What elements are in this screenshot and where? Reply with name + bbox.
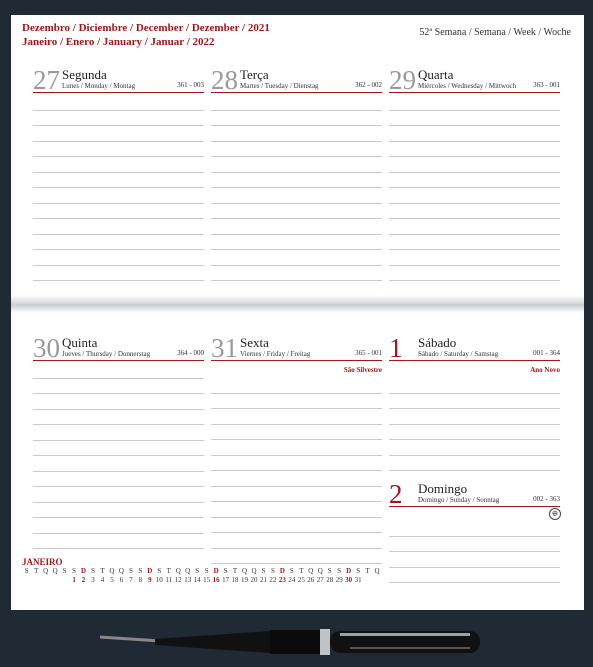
- writing-lines-27[interactable]: [33, 95, 204, 281]
- weekday-letter: S: [62, 567, 67, 575]
- mini-calendar-dates: [22, 576, 382, 585]
- calendar-date: 16: [212, 576, 220, 584]
- day-number: 29: [389, 65, 416, 95]
- day-subtitle: Martes / Tuesday / Dienstag: [240, 82, 319, 90]
- calendar-date: 2: [81, 576, 86, 584]
- weekday-letter: S: [157, 567, 162, 575]
- day-subtitle: Sábado / Saturday / Samstag: [418, 350, 499, 358]
- weekday-letter: S: [261, 567, 266, 575]
- calendar-date: 6: [119, 576, 124, 584]
- calendar-date: [372, 576, 381, 585]
- calendar-date: [363, 576, 372, 585]
- weekday-letter: Q: [185, 567, 191, 575]
- calendar-date: 13: [184, 576, 192, 584]
- week-label: 52ª Semana / Semana / Week / Woche: [419, 27, 571, 38]
- day-name: Sexta: [240, 335, 269, 350]
- day-subtitle: Miércoles / Wednesday / Mittwoch: [418, 82, 517, 90]
- month-header-line2: Janeiro / Enero / January / Januar / 2022: [22, 36, 215, 48]
- mini-calendar-weekdays: [22, 567, 382, 576]
- weekday-letter: Q: [374, 567, 380, 575]
- weekday-letter: S: [138, 567, 143, 575]
- weekday-letter: Q: [317, 567, 323, 575]
- weekday-letter: Q: [52, 567, 58, 575]
- day-subtitle: Domingo / Sunday / Sonntag: [418, 496, 500, 504]
- day-number: 2: [389, 479, 403, 509]
- day-code: 365 - 001: [355, 349, 382, 357]
- calendar-date: 25: [297, 576, 305, 584]
- day-name: Sábado: [418, 335, 457, 350]
- day-rule: [389, 360, 560, 361]
- writing-lines-2[interactable]: [389, 521, 560, 583]
- calendar-date: 15: [203, 576, 211, 584]
- weekday-letter: S: [24, 567, 29, 575]
- calendar-date: 30: [345, 576, 353, 584]
- weekday-letter: Q: [43, 567, 49, 575]
- day-number: 28: [211, 65, 238, 95]
- calendar-date: [41, 576, 50, 585]
- weekday-letter: T: [232, 567, 238, 575]
- calendar-date: 20: [250, 576, 258, 584]
- day-code: 362 - 002: [355, 81, 382, 89]
- day-number: 30: [33, 333, 60, 363]
- day-name: Quarta: [418, 67, 454, 82]
- day-code: 001 - 364: [533, 349, 560, 357]
- weekday-letter: S: [91, 567, 95, 575]
- day-code: 361 - 003: [177, 81, 204, 89]
- weekday-letter: Q: [241, 567, 248, 575]
- calendar-date: 7: [129, 576, 133, 584]
- day-code: 364 - 000: [177, 349, 204, 357]
- weekday-letter: S: [72, 567, 77, 575]
- weekday-letter: D: [213, 567, 219, 575]
- calendar-date: 1: [72, 576, 76, 584]
- mini-calendar-january: [22, 557, 382, 585]
- day-subtitle: Jueves / Thursday / Donnerstag: [62, 350, 151, 358]
- calendar-date: 27: [316, 576, 324, 584]
- calendar-date: 24: [288, 576, 296, 584]
- weekday-letter: Q: [251, 567, 257, 575]
- calendar-date: 29: [335, 576, 343, 584]
- calendar-date: 5: [110, 576, 114, 584]
- calendar-date: 9: [148, 576, 152, 584]
- weekday-letter: S: [223, 567, 228, 575]
- weekday-letter: Q: [118, 567, 124, 575]
- holiday-label: São Silvestre: [343, 366, 382, 374]
- day-name: Quinta: [62, 335, 98, 350]
- weekday-letter: S: [337, 567, 342, 575]
- day-subtitle: Viernes / Friday / Freitag: [240, 350, 311, 358]
- month-header-line1: Dezembro / Diciembre / December / Dezember / 2021: [22, 22, 270, 34]
- calendar-date: 3: [91, 576, 95, 584]
- day-subtitle: Lunes / Monday / Montag: [62, 82, 136, 90]
- weekday-letter: T: [166, 567, 171, 575]
- weekday-letter: S: [327, 567, 332, 575]
- calendar-date: 21: [259, 576, 267, 584]
- weekday-letter: Q: [308, 567, 314, 575]
- calendar-date: 28: [326, 576, 334, 584]
- calendar-date: 14: [193, 576, 201, 584]
- day-number: 1: [389, 333, 403, 363]
- day-code: 002 - 363: [533, 495, 560, 503]
- calendar-date: 12: [174, 576, 182, 584]
- globe-icon: ⊕: [549, 508, 561, 520]
- day-rule: [389, 506, 560, 507]
- day-code: 363 - 001: [533, 81, 560, 89]
- page-fold: [11, 295, 584, 313]
- pen-icon: [100, 627, 490, 657]
- day-number: 31: [211, 333, 238, 363]
- day-rule: [389, 92, 560, 93]
- day-rule: [211, 360, 382, 361]
- weekday-letter: S: [289, 567, 294, 575]
- calendar-date: 18: [231, 576, 239, 584]
- calendar-date: 4: [100, 576, 105, 584]
- day-name: Terça: [240, 67, 269, 82]
- calendar-date: 22: [269, 576, 277, 584]
- weekday-letter: D: [346, 567, 352, 575]
- weekday-letter: D: [147, 567, 153, 575]
- weekday-letter: D: [81, 567, 87, 575]
- mini-calendar-title: JANEIRO: [22, 557, 63, 567]
- calendar-date: 31: [354, 576, 362, 584]
- writing-lines-29[interactable]: [389, 95, 560, 281]
- day-name: Domingo: [418, 481, 468, 496]
- weekday-letter: T: [365, 567, 370, 575]
- calendar-date: 10: [155, 576, 163, 584]
- day-rule: [33, 360, 204, 361]
- weekday-letter: S: [356, 567, 361, 575]
- calendar-date: [22, 576, 31, 585]
- calendar-date: 17: [222, 576, 230, 584]
- writing-lines-1[interactable]: [389, 378, 560, 471]
- day-rule: [33, 92, 204, 93]
- weekday-letter: S: [195, 567, 200, 575]
- day-name: Segunda: [62, 67, 107, 82]
- weekday-letter: T: [100, 567, 105, 575]
- calendar-date: [31, 576, 40, 585]
- writing-lines-30[interactable]: [33, 363, 204, 549]
- calendar-date: 23: [278, 576, 286, 584]
- calendar-date: [60, 576, 69, 585]
- calendar-date: 11: [165, 576, 173, 584]
- calendar-date: 26: [307, 576, 315, 584]
- weekday-letter: T: [299, 567, 304, 575]
- weekday-letter: T: [34, 567, 39, 575]
- weekday-letter: S: [128, 567, 133, 575]
- day-number: 27: [33, 65, 60, 95]
- weekday-letter: Q: [109, 567, 115, 575]
- weekday-letter: Q: [175, 567, 181, 575]
- calendar-date: 8: [138, 576, 143, 584]
- weekday-letter: S: [270, 567, 275, 575]
- weekday-letter: D: [279, 567, 285, 575]
- writing-lines-28[interactable]: [211, 95, 382, 281]
- holiday-label: Ano Novo: [530, 366, 560, 374]
- day-rule: [211, 92, 382, 93]
- calendar-date: [50, 576, 59, 585]
- calendar-date: 19: [241, 576, 249, 584]
- weekday-letter: S: [204, 567, 209, 575]
- writing-lines-31[interactable]: [211, 378, 382, 564]
